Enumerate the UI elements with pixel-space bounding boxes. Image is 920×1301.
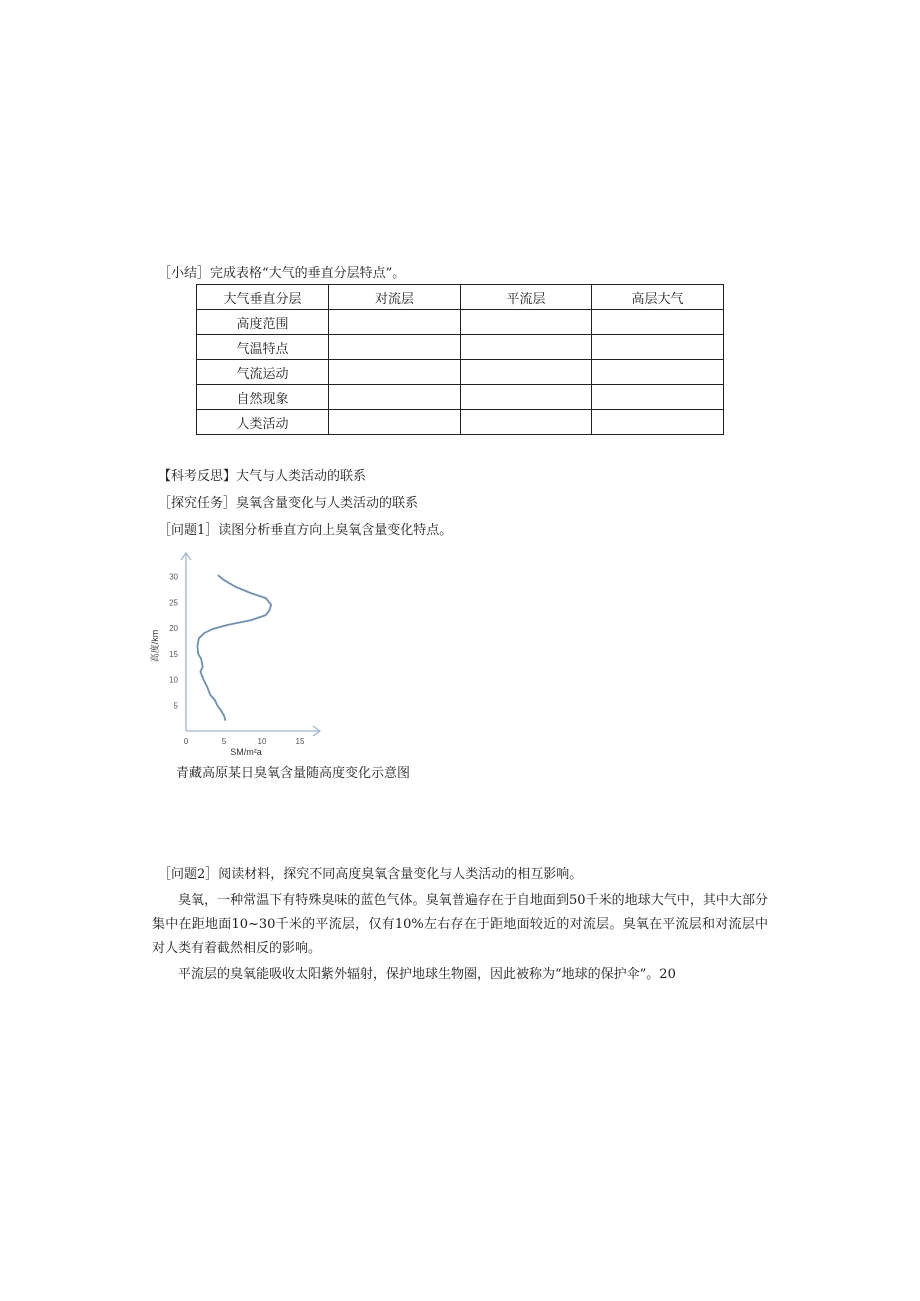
task-heading: ［探究任务］臭氧含量变化与人类活动的联系 [158,496,419,511]
ozone-series-line [197,575,271,721]
row-label: 气流运动 [197,360,329,385]
y-axis-label: 高度/km [150,629,160,663]
table-cell [461,410,592,435]
table-header: 高层大气 [592,285,724,310]
ozone-chart [140,545,340,760]
question-2: ［问题2］阅读材料，探究不同高度臭氧含量变化与人类活动的相互影响。 [158,867,583,882]
chart-caption: 青藏高原某日臭氧含量随高度变化示意图 [176,766,411,781]
y-tick-label: 10 [169,675,178,685]
table-cell [461,385,592,410]
table-row [197,360,724,385]
x-tick-label: 10 [257,737,267,746]
table-header: 大气垂直分层 [197,285,329,310]
table-cell [592,360,724,385]
reflection-heading: 【科考反思】大气与人类活动的联系 [158,469,367,484]
summary-prompt: ［小结］完成表格“大气的垂直分层特点”。 [158,266,406,281]
row-label: 气温特点 [197,335,329,360]
x-tick-label: 5 [221,737,227,746]
table-row [197,335,724,360]
row-label: 高度范围 [197,310,329,335]
paragraph-1: 臭氧，一种常温下有特殊臭味的蓝色气体。臭氧普遍存在于自地面到50千米的地球大气中，其中大部分集中在距地面10~30千米的平流层，仅有10%左右存在于距地面较近的对流层。臭氧在平流层和对流层中对人类有着截然相反的影响。 [152,893,768,956]
x-axis-label: SM/m²a [230,747,262,757]
table-cell [592,410,724,435]
table-header: 对流层 [329,285,461,310]
table-row [197,410,724,435]
y-tick-label: 15 [169,649,178,659]
x-tick-label: 0 [183,737,189,746]
row-label: 人类活动 [197,410,329,435]
question-1: ［问题1］读图分析垂直方向上臭氧含量变化特点。 [158,523,453,538]
table-cell [592,385,724,410]
y-tick-label: 25 [169,598,178,608]
table-header-row [197,285,724,310]
table-cell [461,310,592,335]
table-header: 平流层 [461,285,592,310]
table-cell [329,310,461,335]
y-tick-label: 5 [173,701,178,711]
table-cell [329,385,461,410]
table-cell [592,310,724,335]
row-label: 自然现象 [197,385,329,410]
table-cell [592,335,724,360]
table-cell [329,410,461,435]
layer-table [196,284,724,435]
y-tick-label: 30 [169,572,178,582]
table-cell [329,360,461,385]
table-cell [461,335,592,360]
table-cell [329,335,461,360]
paragraph-2: 平流层的臭氧能吸收太阳紫外辐射，保护地球生物圈，因此被称为“地球的保护伞”。20 [178,967,676,982]
table-cell [461,360,592,385]
table-row [197,385,724,410]
y-tick-label: 20 [169,624,178,633]
table-row [197,310,724,335]
x-tick-label: 15 [295,737,305,746]
